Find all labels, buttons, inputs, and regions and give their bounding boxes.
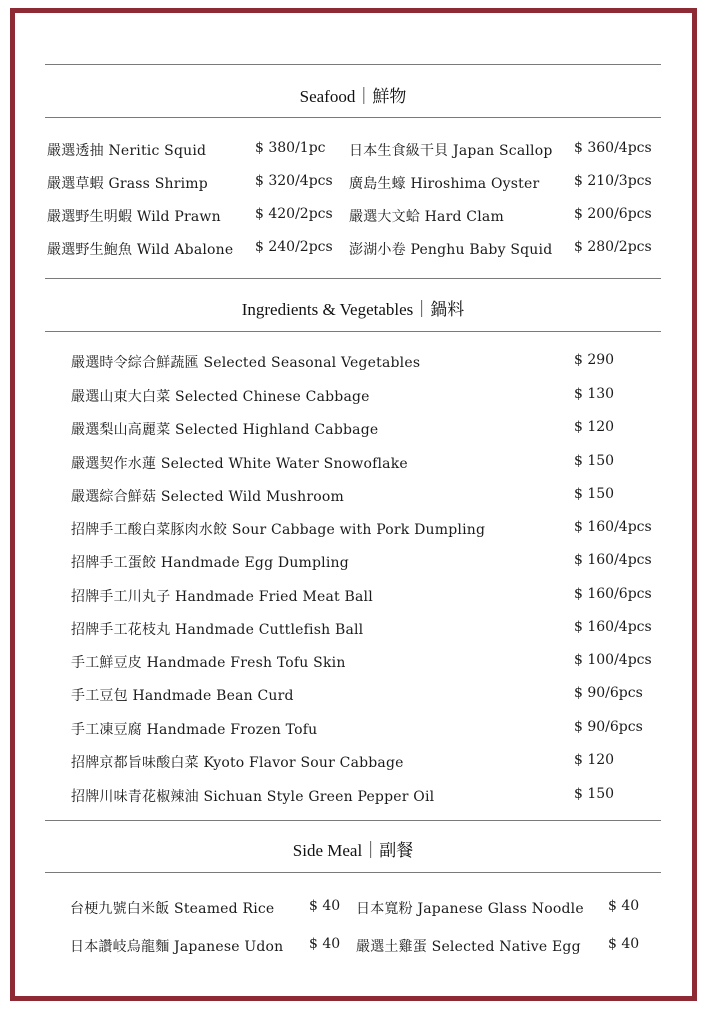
- seafood-item-name: 日本生食級干貝 Japan Scallop: [349, 143, 553, 159]
- side-item-name: 日本讚岐烏龍麵 Japanese Udon: [70, 939, 284, 955]
- ingredient-item-name: 手工凍豆腐 Handmade Frozen Tofu: [71, 722, 318, 738]
- seafood-item-name: 澎湖小卷 Penghu Baby Squid: [349, 242, 553, 258]
- divider: [45, 117, 661, 118]
- ingredient-item-name: 手工豆包 Handmade Bean Curd: [71, 688, 294, 704]
- divider: [45, 820, 661, 821]
- ingredient-item-name: 招牌手工蛋餃 Handmade Egg Dumpling: [71, 555, 349, 571]
- seafood-item-price: $ 320/4pcs: [255, 173, 333, 189]
- seafood-item-price: $ 380/1pc: [255, 140, 326, 156]
- ingredient-item-name: 嚴選綜合鮮菇 Selected Wild Mushroom: [71, 489, 344, 505]
- seafood-item-price: $ 240/2pcs: [255, 239, 333, 255]
- seafood-item-name: 廣島生蠔 Hiroshima Oyster: [349, 176, 540, 192]
- ingredient-item-price: $ 100/4pcs: [574, 652, 652, 668]
- ingredient-item-name: 嚴選時令綜合鮮蔬匯 Selected Seasonal Vegetables: [71, 355, 421, 371]
- divider: [45, 278, 661, 279]
- side-item-price: $ 40: [608, 898, 640, 914]
- ingredient-item-price: $ 160/4pcs: [574, 619, 652, 635]
- ingredient-item-name: 嚴選山東大白菜 Selected Chinese Cabbage: [71, 389, 370, 405]
- ingredient-item-name: 招牌手工川丸子 Handmade Fried Meat Ball: [71, 589, 373, 605]
- ingredient-item-price: $ 150: [574, 453, 615, 469]
- seafood-item-name: 嚴選透抽 Neritic Squid: [47, 143, 207, 159]
- side-item-name: 嚴選土雞蛋 Selected Native Egg: [356, 939, 581, 955]
- ingredient-item-price: $ 160/4pcs: [574, 552, 652, 568]
- ingredient-item-price: $ 120: [574, 419, 615, 435]
- ingredient-item-price: $ 130: [574, 386, 615, 402]
- divider: [45, 331, 661, 332]
- section-title-ingredients: Ingredients & Vegetables｜鍋料: [241, 300, 465, 319]
- ingredient-item-price: $ 160/6pcs: [574, 586, 652, 602]
- divider: [45, 872, 661, 873]
- side-item-name: 台梗九號白米飯 Steamed Rice: [70, 901, 275, 917]
- seafood-item-name: 嚴選野生鮑魚 Wild Abalone: [47, 242, 234, 258]
- seafood-item-name: 嚴選草蝦 Grass Shrimp: [47, 176, 208, 192]
- seafood-item-price: $ 210/3pcs: [574, 173, 652, 189]
- seafood-item-name: 嚴選野生明蝦 Wild Prawn: [47, 209, 221, 225]
- ingredient-item-name: 招牌京都旨味酸白菜 Kyoto Flavor Sour Cabbage: [71, 755, 404, 771]
- ingredient-item-price: $ 150: [574, 486, 615, 502]
- ingredient-item-name: 招牌手工花枝丸 Handmade Cuttlefish Ball: [71, 622, 364, 638]
- side-item-price: $ 40: [309, 936, 341, 952]
- seafood-item-price: $ 200/6pcs: [574, 206, 652, 222]
- ingredient-item-price: $ 160/4pcs: [574, 519, 652, 535]
- ingredient-item-name: 招牌手工酸白菜豚肉水餃 Sour Cabbage with Pork Dumpling: [71, 522, 486, 538]
- ingredient-item-name: 手工鮮豆皮 Handmade Fresh Tofu Skin: [71, 655, 346, 671]
- side-item-name: 日本寬粉 Japanese Glass Noodle: [356, 901, 584, 917]
- seafood-item-name: 嚴選大文蛤 Hard Clam: [349, 209, 504, 225]
- seafood-item-price: $ 360/4pcs: [574, 140, 652, 156]
- ingredient-item-price: $ 90/6pcs: [574, 719, 643, 735]
- section-title-seafood: Seafood｜鮮物: [299, 87, 407, 106]
- ingredient-item-price: $ 90/6pcs: [574, 685, 643, 701]
- side-item-price: $ 40: [608, 936, 640, 952]
- ingredient-item-price: $ 290: [574, 352, 615, 368]
- section-title-side-meal: Side Meal｜副餐: [292, 841, 414, 860]
- seafood-item-price: $ 280/2pcs: [574, 239, 652, 255]
- ingredient-item-name: 招牌川味青花椒辣油 Sichuan Style Green Pepper Oil: [71, 789, 435, 805]
- ingredient-item-name: 嚴選梨山高麗菜 Selected Highland Cabbage: [71, 422, 379, 438]
- ingredient-item-price: $ 150: [574, 786, 615, 802]
- seafood-item-price: $ 420/2pcs: [255, 206, 333, 222]
- side-item-price: $ 40: [309, 898, 341, 914]
- divider: [45, 64, 661, 65]
- ingredient-item-name: 嚴選契作水蓮 Selected White Water Snowoflake: [71, 456, 408, 472]
- ingredient-item-price: $ 120: [574, 752, 615, 768]
